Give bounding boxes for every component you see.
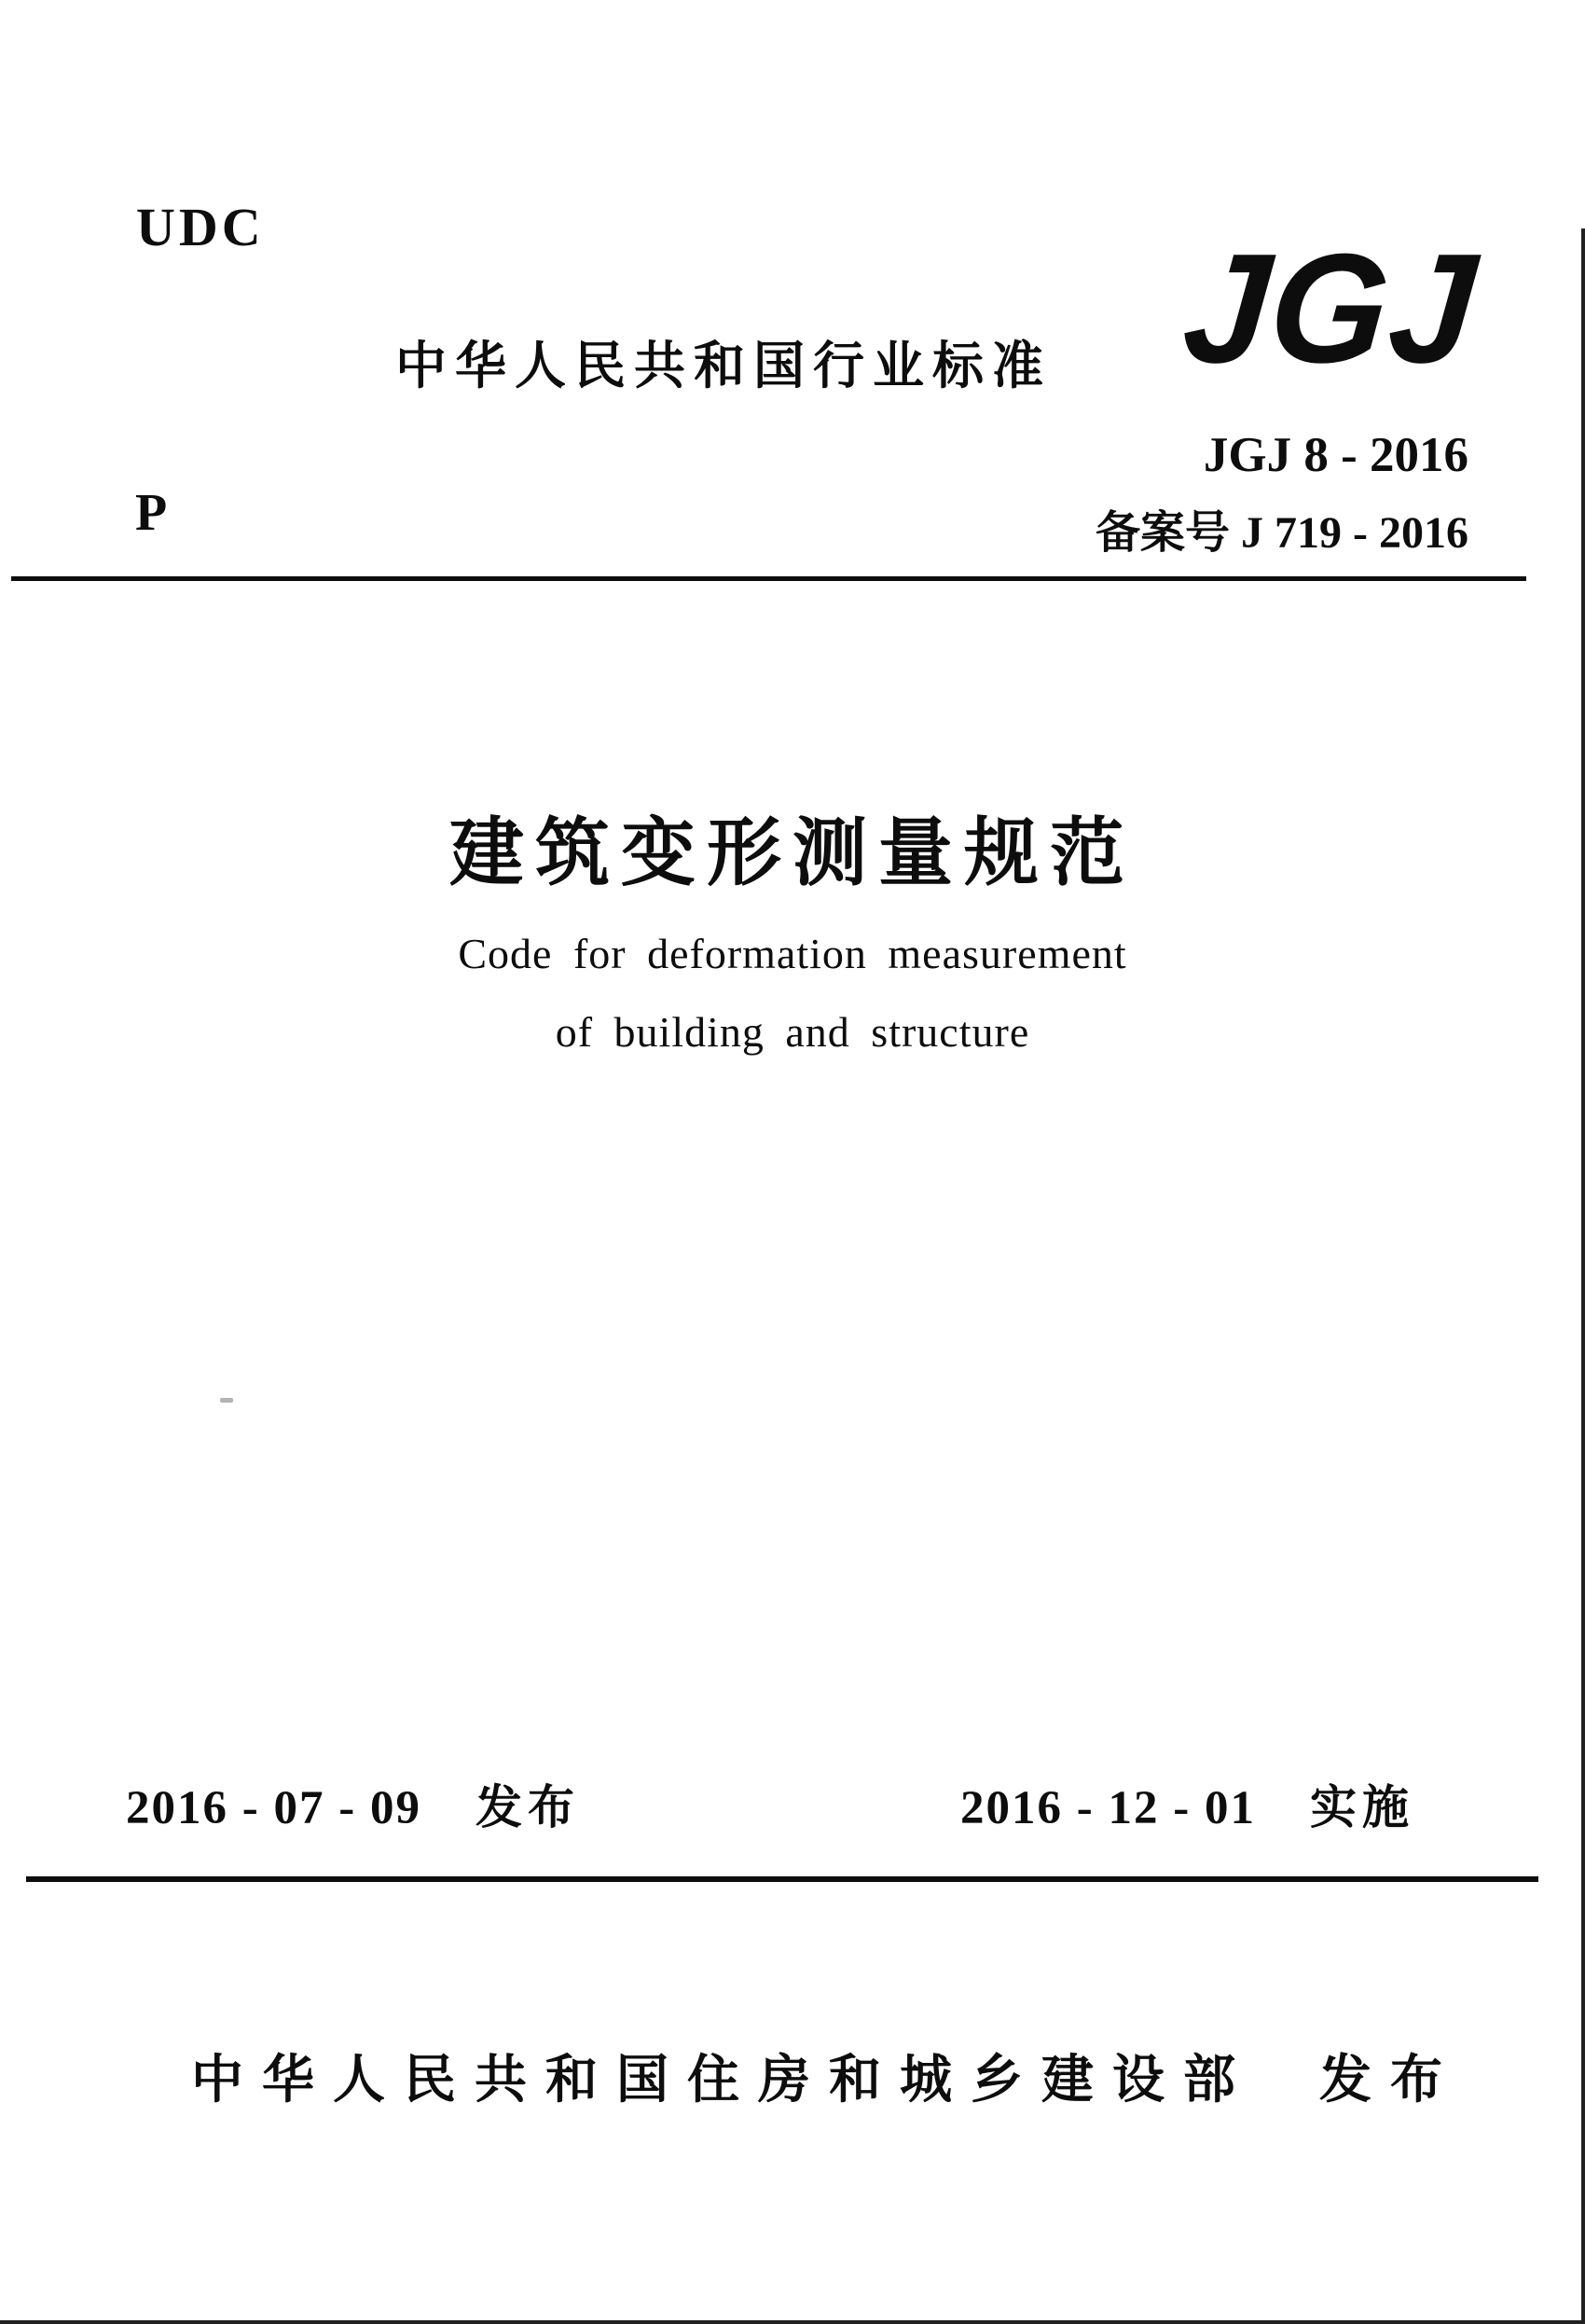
- publisher-publish-label: 发布: [1319, 2050, 1461, 2109]
- classification-code: P: [135, 484, 168, 542]
- scan-edge-right-artifact: [1581, 228, 1585, 2324]
- standard-number: JGJ 8 - 2016: [1203, 428, 1468, 482]
- record-number: 备案号 J 719 - 2016: [1096, 508, 1468, 558]
- udc-label: UDC: [136, 197, 265, 257]
- implement-date-row: [960, 1770, 1414, 1837]
- document-title-english-line1: Code for deformation measurement: [458, 930, 1127, 977]
- issue-date-label: 发布: [475, 1781, 580, 1833]
- issue-date-row: [126, 1770, 580, 1837]
- scan-edge-bottom-artifact: [0, 2320, 1585, 2324]
- top-divider-rule: [11, 576, 1526, 581]
- issue-date: 2016 - 07 - 09: [126, 1782, 421, 1834]
- standard-type-heading: 中华人民共和国行业标准: [395, 337, 1053, 394]
- scan-artifact-dot: [220, 1398, 233, 1403]
- bottom-divider-rule: [26, 1876, 1538, 1882]
- implement-date: 2016 - 12 - 01: [960, 1782, 1256, 1834]
- publisher-name: 中华人民共和国住房和城乡建设部: [191, 2050, 1254, 2109]
- document-title-english-line2: of building and structure: [555, 1008, 1030, 1056]
- publisher-row: [191, 2039, 1461, 2113]
- document-title-chinese: 建筑变形测量规范: [449, 813, 1136, 895]
- jgj-logo: JGJ: [1177, 221, 1484, 396]
- implement-date-label: 实施: [1309, 1781, 1414, 1833]
